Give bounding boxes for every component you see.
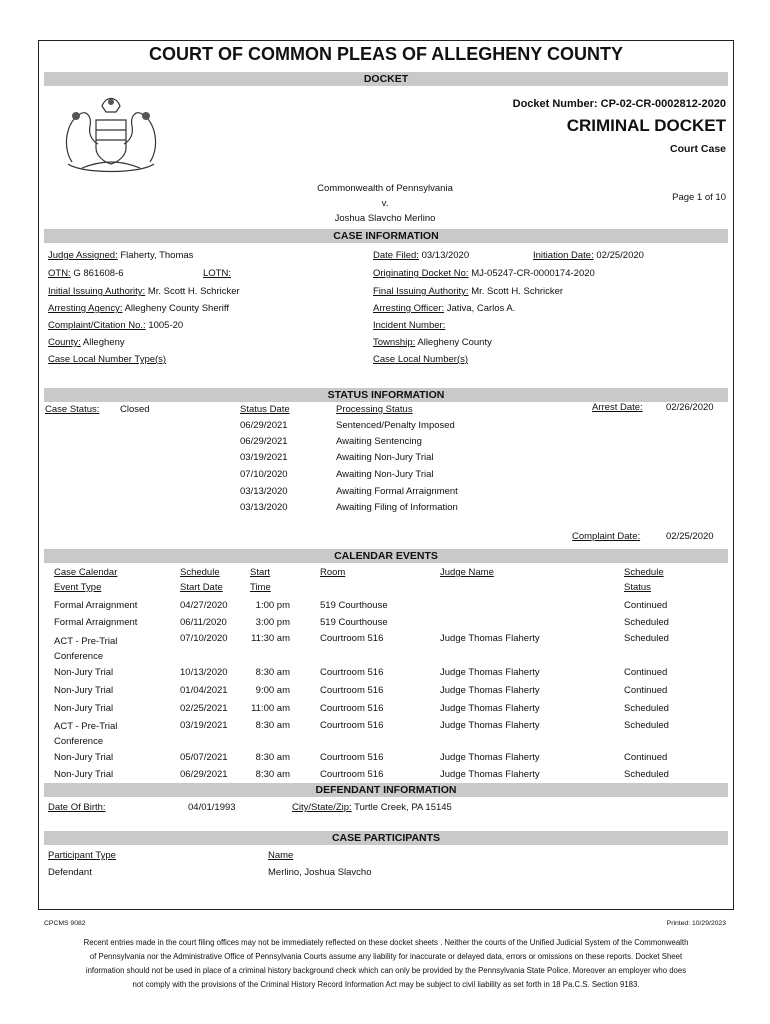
init-issuing-label: Initial Issuing Authority: [48, 286, 146, 297]
cal-row-time: 11:30 am [251, 633, 290, 644]
county-value: Allegheny [82, 337, 125, 348]
final-issuing-authority [373, 286, 563, 297]
court-case-label: Court Case [669, 143, 726, 155]
cal-row-event: Non-Jury Trial [54, 685, 114, 696]
cal-row-status: Continued [624, 685, 668, 696]
court-title: COURT OF COMMON PLEAS OF ALLEGHENY COUNTY [148, 44, 623, 64]
otn [48, 268, 124, 279]
cal-header-judge: Judge Name [440, 567, 494, 578]
orig-docket-value: MJ-05247-CR-0000174-2020 [471, 268, 595, 279]
cal-row-time: 1:00 pm [255, 600, 290, 611]
date-filed-label: Date Filed: [373, 250, 419, 261]
otn-label: OTN: [48, 268, 71, 279]
status-row-date: 03/13/2020 [240, 486, 288, 497]
arrest-date-label: Arrest Date: [592, 402, 643, 413]
cal-header-event-1: Case Calendar [54, 567, 118, 578]
final-issuing-value: Mr. Scott H. Schricker [471, 286, 564, 297]
arresting-officer [373, 303, 515, 314]
cal-row-time: 3:00 pm [255, 617, 290, 628]
defendant-information-band: DEFENDANT INFORMATION [44, 783, 728, 797]
initiation-label: Initiation Date: [533, 250, 594, 261]
cal-row-date: 03/19/2021 [180, 720, 228, 731]
township-label: Township: [373, 337, 416, 348]
cal-header-sched-2: Start Date [180, 582, 223, 593]
cal-row-room: Courtroom 516 [320, 633, 384, 644]
case-status-label: Case Status: [45, 404, 100, 415]
participant-name-value: Merlino, Joshua Slavcho [268, 867, 372, 878]
status-row-status: Sentenced/Penalty Imposed [336, 420, 455, 431]
cal-row-event: Non-Jury Trial [54, 703, 114, 714]
arrest-date-value: 02/26/2020 [666, 402, 714, 413]
cal-row-event: Non-Jury Trial [54, 752, 114, 763]
arresting-officer-value: Jativa, Carlos A. [446, 303, 516, 314]
status-row-status: Awaiting Formal Arraignment [336, 486, 458, 497]
status-row-date: 06/29/2021 [240, 420, 288, 431]
pennsylvania-seal-icon [52, 92, 170, 176]
cal-row-status: Scheduled [624, 769, 669, 780]
caption-plaintiff: Commonwealth of Pennsylvania [317, 183, 453, 194]
township-value: Allegheny County [417, 337, 492, 348]
printed-date: Printed: 10/29/2023 [666, 920, 726, 927]
cal-row-judge: Judge Thomas Flaherty [440, 752, 540, 763]
township [373, 337, 492, 348]
status-row-date: 07/10/2020 [240, 469, 288, 480]
dob-value: 04/01/1993 [188, 802, 236, 813]
status-row-date: 03/13/2020 [240, 502, 288, 513]
complaint-date-value: 02/25/2020 [666, 531, 714, 542]
case-local-number-type-label: Case Local Number Type(s) [48, 354, 167, 365]
arresting-agency-value: Allegheny County Sheriff [124, 303, 229, 314]
cal-row-room: Courtroom 516 [320, 769, 384, 780]
cal-row-status: Scheduled [624, 633, 669, 644]
calendar-events-band: CALENDAR EVENTS [44, 549, 728, 563]
cal-row-date: 02/25/2021 [180, 703, 228, 714]
judge-value: Flaherty, Thomas [120, 250, 194, 261]
cal-row-room: Courtroom 516 [320, 685, 384, 696]
cal-row-date: 10/13/2020 [180, 667, 228, 678]
caption-defendant: Joshua Slavcho Merlino [334, 213, 436, 224]
cal-row-event: ACT - Pre-Trial [54, 636, 118, 647]
initiation-date [533, 250, 644, 261]
complaint-value: 1005-20 [148, 320, 184, 331]
cal-row-time: 8:30 am [255, 667, 290, 678]
cal-row-status: Continued [624, 752, 668, 763]
disclaimer-text: Recent entries made in the court filing offices may not be immediately reflected on these docket sheets . Neither the courts of the Unified Judicial System of the Commonwealth of Pennsylvania nor the Administrative Office of Pennsylvania Courts assume any liability for inaccurate or delayed data, errors or omissions on these reports. Docket Sheet information should not be used in place of a criminal history background check which can only be provided by the Pennsylvania State Police. Moreover an employer who does not comply with the provisions of the Criminal History Record Information Act may be subject to civil liability as set forth in 18 Pa.C.S. Section 9183. [83, 938, 689, 989]
date-filed-value: 03/13/2020 [421, 250, 470, 261]
complaint-date-label: Complaint Date: [572, 531, 641, 542]
status-row-status: Awaiting Non-Jury Trial [336, 452, 434, 463]
cal-row-time: 8:30 am [255, 769, 290, 780]
city-state-zip [292, 802, 452, 813]
case-local-number-label: Case Local Number(s) [373, 354, 469, 365]
docket-band: DOCKET [44, 72, 728, 86]
date-filed [373, 250, 469, 261]
cal-row-time: 8:30 am [255, 720, 290, 731]
cal-row-event: ACT - Pre-Trial [54, 721, 118, 732]
arresting-agency [48, 303, 229, 314]
orig-docket-label: Originating Docket No: [373, 268, 469, 279]
cal-row-judge: Judge Thomas Flaherty [440, 769, 540, 780]
arresting-agency-label: Arresting Agency: [48, 303, 123, 314]
city-value: Turtle Creek, PA 15145 [354, 802, 452, 813]
cal-row-status: Scheduled [624, 617, 669, 628]
county [48, 337, 125, 348]
dob-label: Date Of Birth: [48, 802, 106, 813]
participant-name-header: Name [268, 850, 294, 861]
cal-row-event-cont: Conference [54, 651, 104, 662]
status-date-header: Status Date [240, 404, 290, 415]
cal-header-sched-1: Schedule [180, 567, 220, 578]
status-row-status: Awaiting Filing of Information [336, 502, 458, 513]
city-label: City/State/Zip: [292, 802, 352, 813]
cal-row-event: Formal Arraignment [54, 617, 138, 628]
status-row-date: 03/19/2021 [240, 452, 288, 463]
cal-header-start-2: Time [250, 582, 271, 593]
cal-row-room: 519 Courthouse [320, 600, 388, 611]
docket-number: Docket Number: CP-02-CR-0002812-2020 [512, 98, 726, 110]
status-information-band: STATUS INFORMATION [44, 388, 728, 402]
cal-row-room: Courtroom 516 [320, 752, 384, 763]
complaint-label: Complaint/Citation No.: [48, 320, 146, 331]
lotn-label: LOTN: [203, 268, 231, 279]
cal-row-date: 06/29/2021 [180, 769, 228, 780]
cal-row-status: Scheduled [624, 720, 669, 731]
initial-issuing-authority [48, 286, 240, 297]
cal-row-event-cont: Conference [54, 736, 104, 747]
cal-header-event-2: Event Type [54, 582, 102, 593]
status-row-status: Awaiting Sentencing [336, 436, 422, 447]
cal-row-judge: Judge Thomas Flaherty [440, 720, 540, 731]
otn-value: G 861608-6 [73, 268, 124, 279]
cal-row-judge: Judge Thomas Flaherty [440, 703, 540, 714]
cal-row-status: Scheduled [624, 703, 669, 714]
cal-row-date: 07/10/2020 [180, 633, 228, 644]
cal-row-status: Continued [624, 667, 668, 678]
docket-type: CRIMINAL DOCKET [566, 116, 726, 135]
cal-row-room: Courtroom 516 [320, 703, 384, 714]
cal-row-room: Courtroom 516 [320, 667, 384, 678]
cal-row-status: Continued [624, 600, 668, 611]
status-row-status: Awaiting Non-Jury Trial [336, 469, 434, 480]
cal-row-room: Courtroom 516 [320, 720, 384, 731]
incident-number-label: Incident Number: [373, 320, 446, 331]
cal-row-date: 06/11/2020 [180, 617, 227, 628]
cal-row-time: 9:00 am [255, 685, 290, 696]
cal-row-time: 8:30 am [255, 752, 290, 763]
cal-row-date: 04/27/2020 [180, 600, 228, 611]
case-information-band: CASE INFORMATION [44, 229, 728, 243]
participant-type-value: Defendant [48, 867, 92, 878]
judge-label: Judge Assigned: [48, 250, 118, 261]
cal-header-start-1: Start [250, 567, 271, 578]
cal-row-time: 11:00 am [251, 703, 290, 714]
cal-row-event: Formal Arraignment [54, 600, 138, 611]
cal-row-judge: Judge Thomas Flaherty [440, 685, 540, 696]
judge-assigned [48, 250, 193, 261]
cal-row-date: 05/07/2021 [180, 752, 228, 763]
cal-row-room: 519 Courthouse [320, 617, 388, 628]
cal-row-judge: Judge Thomas Flaherty [440, 633, 540, 644]
processing-status-header: Processing Status [336, 404, 413, 415]
originating-docket [373, 268, 595, 279]
cal-header-status-1: Schedule [624, 567, 664, 578]
cal-row-date: 01/04/2021 [180, 685, 228, 696]
cal-row-event: Non-Jury Trial [54, 667, 114, 678]
caption-versus: v. [381, 198, 389, 209]
init-issuing-value: Mr. Scott H. Schricker [147, 286, 240, 297]
final-issuing-label: Final Issuing Authority: [373, 286, 469, 297]
page-number: Page 1 of 10 [672, 192, 726, 203]
case-participants-band: CASE PARTICIPANTS [44, 831, 728, 845]
complaint-citation [48, 320, 183, 331]
county-label: County: [48, 337, 81, 348]
cal-header-status-2: Status [624, 582, 651, 593]
arresting-officer-label: Arresting Officer: [373, 303, 445, 314]
form-id: CPCMS 9082 [44, 920, 86, 927]
initiation-value: 02/25/2020 [596, 250, 644, 261]
case-status-value: Closed [120, 404, 150, 415]
cal-row-judge: Judge Thomas Flaherty [440, 667, 540, 678]
cal-row-event: Non-Jury Trial [54, 769, 114, 780]
cal-header-room: Room [320, 567, 346, 578]
status-row-date: 06/29/2021 [240, 436, 288, 447]
participant-type-header: Participant Type [48, 850, 116, 861]
